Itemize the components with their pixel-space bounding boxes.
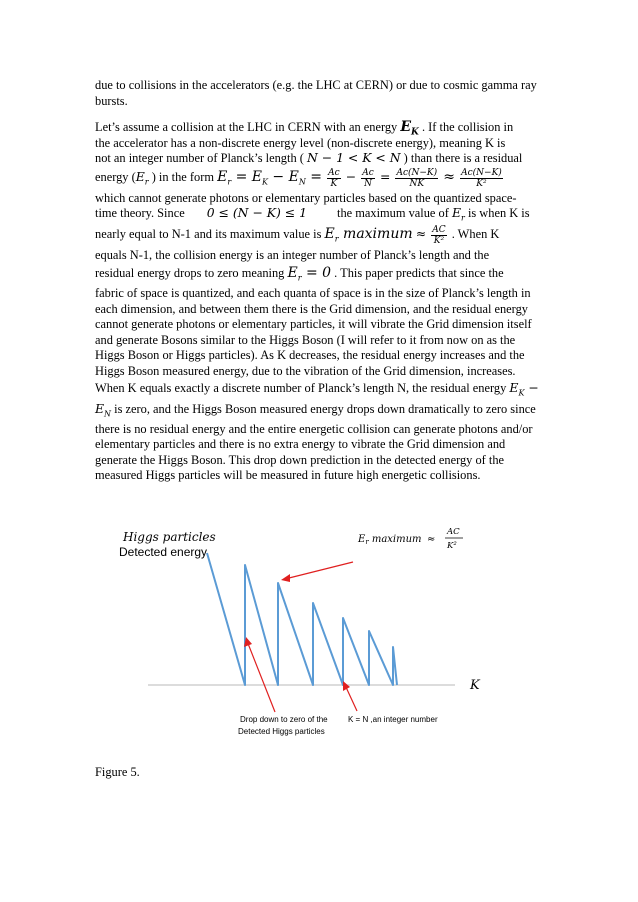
fraction: $\frac{Ac(N-K)}{NK}$ — [396, 167, 438, 189]
equation-line: nearly equal to N-1 and its maximum value is $E_r$ maximum ≈ $\frac{AC}{\text{K²}}$ . When K — [95, 224, 500, 246]
paragraph-body: fabric of space is quantized, and each quanta of space is in the size of Planck’s length in each dimension, and between them there is the Grid dimension, and the residual energy cannot generate photons or elementary particles, it will vibrate the Grid dimension itself and generate Bosons similar to the Higgs Boson (I will refer to it from now on as the Higgs Boson or Higgs particles). As K decreases, the residual energy increases and the Higgs Boson measured energy, due to the vibration of the Grid dimension, increases. When K equals exactly a discrete number of Planck’s length N, the residual energy $E_K - E_N$ is zero, and the Higgs Boson measured energy drops down dramatically to zero since there is no residual energy and the entire energetic collision can generate photons and/or elementary particles and there is no extra energy to vibrate the Grid dimension and generate the Higgs Boson. This drop down prediction in the detected energy of the measured Higgs particles will be measured in future high energetic collisions. — [95, 286, 539, 483]
annotation-max — [357, 527, 463, 551]
figure-5 — [95, 515, 525, 750]
annotation-kn: K = N ,an integer number — [348, 715, 438, 724]
text-line: equals N-1, the collision energy is an integer number of Planck’s length and the — [95, 248, 490, 262]
text-line: residual energy drops to zero meaning $E_r = 0$ . This paper predicts that since the — [95, 265, 504, 283]
annotation-drop-line1: Drop down to zero of the — [240, 715, 328, 724]
svg-text:Er maximum: $E_r$ maximum — [358, 534, 422, 546]
text-line: not an integer number of Planck’s length ( N − 1 < K < N ) than there is a residual — [95, 150, 523, 165]
equation-line: energy ($E_r$ ) in the form $E_r = E_K - E_N$ = $\frac{Ac}{K}$ − $\frac{Ac}{N}$ = $\frac{Ac(N-K)}{NK}$ ≈ $\frac{Ac(N-K)}{\text{K²}}$ — [95, 167, 502, 189]
y-title-italic: Higgs particles — [123, 530, 216, 544]
text-line: which cannot generate photons or elementary particles based on the quantized space- — [95, 191, 517, 205]
y-title: Detected energy — [119, 545, 208, 559]
sawtooth-line — [207, 553, 397, 685]
fraction: $\frac{Ac(N-K)}{\text{K²}}$ — [461, 167, 502, 189]
text-line: the accelerator has a non-discrete energy level (non-discrete energy), meaning K is — [95, 136, 506, 150]
text-line: Let’s assume a collision at the LHC in CERN with an energy $E_K$ . If the collision in — [95, 119, 514, 138]
text-line: time theory. Since 0 ≤ (N − K) ≤ 1 the maximum value of $E_r$ is when K is — [95, 205, 530, 223]
fraction: $\frac{AC}{\text{K²}}$ — [432, 224, 446, 246]
fraction: $\frac{Ac}{K}$ — [328, 167, 340, 189]
arrow-kn — [345, 685, 357, 711]
arrowhead-max — [281, 574, 290, 582]
x-label: K — [470, 678, 480, 693]
arrow-max — [285, 562, 353, 579]
fraction: $\frac{Ac}{N}$ — [362, 167, 374, 189]
annotation-drop-line2: Detected Higgs particles — [238, 727, 325, 736]
svg-text:K²: K² — [447, 541, 457, 551]
paragraph-intro: due to collisions in the accelerators (e.g. the LHC at CERN) or due to cosmic gamma ray bursts. — [95, 78, 537, 108]
figure-caption: Figure 5. — [95, 765, 140, 779]
svg-text:≈: ≈ — [427, 534, 436, 545]
svg-text:AC: AC — [447, 527, 460, 537]
arrow-drop — [247, 641, 275, 712]
